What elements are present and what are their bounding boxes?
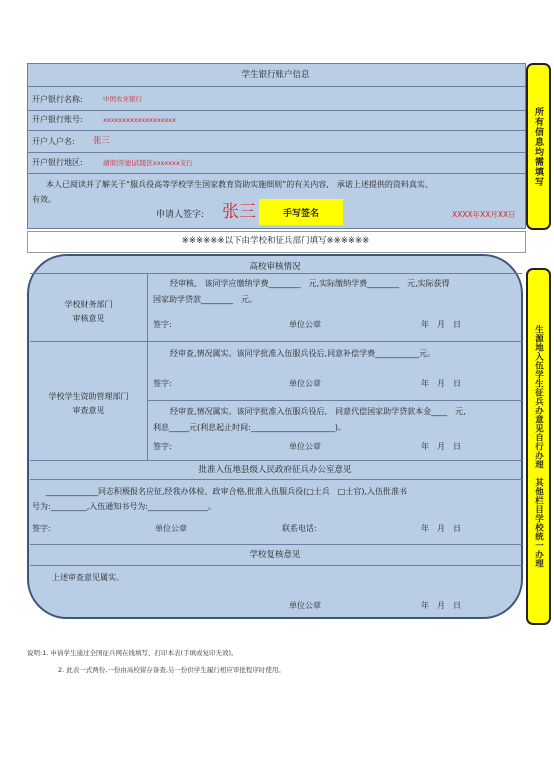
finance-text-1: 经审核, 该同学应缴纳学费________ 元,实际缴纳学费________ 元,实际获得	[170, 279, 450, 288]
aid-seal-label-1: 单位公章	[289, 379, 321, 388]
bank-name-value[interactable]: 中国农业银行	[103, 95, 142, 103]
finance-sign-label: 签字:	[153, 320, 172, 329]
military-date-label: 年 月 日	[421, 524, 461, 533]
bank-name-label: 开户银行名称:	[32, 95, 83, 104]
military-header: 批准入伍地县级人民政府征兵办公室意见	[198, 465, 352, 475]
military-seal-label: 单位公章	[155, 524, 187, 533]
finance-seal-label: 单位公章	[289, 320, 321, 329]
aid-text-1: 经审查,情况属实。该同学批准入伍服兵役后,同意补偿学费___________元。	[170, 349, 436, 358]
recheck-seal-label: 单位公章	[289, 601, 321, 610]
holder-value[interactable]: 张三	[93, 136, 111, 146]
account-header: 学生银行账户信息	[241, 70, 310, 80]
divider-text: ※※※※※※以下由学校和征兵部门填写※※※※※※	[181, 236, 370, 246]
recheck-date-label: 年 月 日	[421, 601, 461, 610]
applicant-name: 张三	[222, 202, 256, 222]
military-phone-label: 联系电话:	[282, 524, 317, 533]
finance-dept-label: 学校财务部门 审核意见	[64, 300, 113, 323]
date-value: XXXX年XX月XX日	[452, 210, 516, 219]
aid-text-2: 经审查,情况属实。该同学批准入伍服兵役后, 同意代偿国家助学贷款本金____ 元,	[170, 407, 466, 416]
aid-sign-label-2: 签字:	[153, 442, 172, 451]
aid-date-label-1: 年 月 日	[421, 379, 461, 388]
footnote-1: 说明:1. 申请学生通过全国征兵网在线填写、打印本表(手填或复印无效)。	[27, 649, 238, 657]
military-text-1: _____________同志积极报名应征,经我办体检、政审合格,批准入伍服兵役(□士兵 □士官),入伍批准书	[46, 487, 407, 496]
holder-label: 开户人户名:	[32, 137, 75, 146]
signature-box[interactable]	[259, 199, 343, 225]
region-label: 开户银行地区:	[32, 158, 83, 167]
aid-date-label-2: 年 月 日	[421, 442, 461, 451]
aid-text-3: 利息_____元(利息起止时间:_____________________)。	[153, 423, 346, 432]
account-no-label: 开户银行账号:	[32, 115, 83, 124]
footnote-2: 2. 此表一式两份,一份由高校留存备查,另一份供学生履行相应审批程序时使用。	[58, 666, 285, 674]
recheck-text: 上述审查意见属实。	[52, 573, 124, 582]
region-value[interactable]: 湖南|常德|武陵区xxxxxxx支行	[103, 159, 193, 167]
military-text-2: 号为:_________,入伍通知书号为:_______________。	[32, 502, 216, 511]
aid-dept-label: 学校学生资助管理部门 审查意见	[48, 392, 129, 415]
statement-line-1: 本人已阅读并了解关于“服兵役高等学校学生国家教育资助实施细则”的有关内容, 承诺上述提供的资料真实、	[46, 180, 433, 189]
signature-box-label: 手写签名	[282, 208, 319, 219]
side-note-processing: 生源地入伍学生征兵办意见自行办理 其他栏目学校统一办理	[526, 268, 551, 625]
aid-sign-label-1: 签字:	[153, 379, 172, 388]
review-header: 高校审核情况	[249, 262, 301, 272]
finance-date-label: 年 月 日	[421, 320, 461, 329]
applicant-label: 申请人签字:	[156, 210, 205, 220]
account-no-value[interactable]: xxxxxxxxxxxxxxxxxxx	[103, 116, 177, 124]
aid-seal-label-2: 单位公章	[289, 442, 321, 451]
recheck-header: 学校复核意见	[249, 550, 301, 560]
statement-line-2: 有效。	[32, 195, 56, 204]
military-sign-label: 签字:	[32, 524, 51, 533]
side-note-all-required: 所有信息均需填写	[526, 63, 551, 230]
finance-text-2: 国家助学贷款________ 元。	[153, 295, 257, 304]
